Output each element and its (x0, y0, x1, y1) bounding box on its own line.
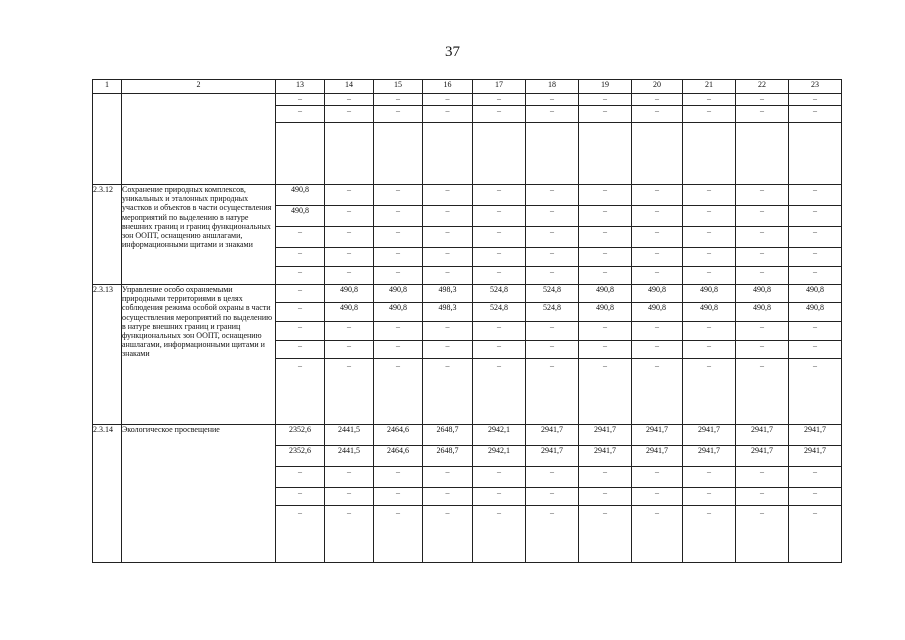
value-cell: – (298, 227, 302, 236)
value-cell: 2941,7 (646, 446, 668, 455)
value-cell: – (760, 94, 764, 103)
value-cell: – (298, 361, 302, 370)
column-header: 20 (632, 80, 683, 94)
value-cell: 2942,1 (488, 425, 510, 434)
value-cell: – (396, 322, 400, 331)
value-cell: – (298, 508, 302, 517)
value-cell: – (655, 94, 659, 103)
value-cell: – (707, 267, 711, 276)
value-cell: 490,8 (753, 285, 771, 294)
value-cell: 2941,7 (541, 425, 563, 434)
value-cell: – (603, 267, 607, 276)
value-cell: – (497, 488, 501, 497)
value-cell: – (445, 206, 450, 215)
value-cell: – (813, 206, 817, 215)
section-code: 2.3.12 (93, 185, 122, 285)
value-cell: – (707, 361, 711, 370)
value-cell: – (760, 267, 764, 276)
value-cell: – (497, 227, 501, 236)
column-header: 21 (683, 80, 736, 94)
value-cell: – (550, 185, 554, 194)
value-cell: – (550, 206, 554, 215)
value-cell: 490,8 (340, 285, 358, 294)
value-cell: – (655, 267, 659, 276)
value-cell: – (655, 227, 659, 236)
value-cell: – (396, 185, 400, 194)
value-cell: 490,8 (596, 285, 614, 294)
value-cell: – (445, 227, 450, 236)
value-cell: – (760, 467, 764, 476)
value-cell: 490,8 (700, 285, 718, 294)
section-code (93, 94, 122, 185)
value-cell: – (603, 206, 607, 215)
value-cell: – (298, 106, 302, 115)
value-cell: 2648,7 (436, 425, 459, 434)
value-cell: – (298, 285, 302, 294)
section-description (122, 94, 276, 185)
value-cell: 490,8 (291, 185, 309, 194)
value-cell: – (707, 106, 711, 115)
value-cell: – (396, 206, 400, 215)
column-header: 18 (526, 80, 579, 94)
column-header: 19 (579, 80, 632, 94)
value-cell: – (813, 341, 817, 350)
value-cell: – (655, 488, 659, 497)
value-cell: – (813, 508, 817, 517)
column-header: 23 (789, 80, 842, 94)
value-cell: 2941,7 (751, 446, 773, 455)
value-cell: 2941,7 (646, 425, 668, 434)
value-cell: – (298, 488, 302, 497)
value-cell: 490,8 (648, 303, 666, 312)
value-cell: – (760, 508, 764, 517)
value-cell: 524,8 (490, 303, 508, 312)
value-cell: – (655, 248, 659, 257)
value-cell: – (813, 248, 817, 257)
value-cell: 490,8 (700, 303, 718, 312)
value-cell: – (445, 467, 450, 476)
value-cell: – (655, 322, 659, 331)
value-cell: – (813, 467, 817, 476)
value-cell: – (396, 227, 400, 236)
value-cell: – (445, 248, 450, 257)
value-cell: – (298, 267, 302, 276)
value-cell: – (707, 508, 711, 517)
value-cell: – (813, 185, 817, 194)
value-cell: – (655, 185, 659, 194)
value-cell: – (550, 248, 554, 257)
value-cell: 490,8 (389, 285, 407, 294)
value-cell: – (655, 467, 659, 476)
value-cell: – (603, 106, 607, 115)
value-cell: – (813, 267, 817, 276)
value-cell: – (760, 227, 764, 236)
value-cell: – (445, 94, 450, 103)
value-cell: – (347, 106, 351, 115)
value-cell: 498,3 (438, 303, 457, 312)
value-cell: – (550, 322, 554, 331)
value-cell: – (347, 267, 351, 276)
value-cell: – (298, 94, 302, 103)
value-cell: – (497, 106, 501, 115)
value-cell: – (603, 185, 607, 194)
value-cell: – (707, 322, 711, 331)
value-cell: – (445, 322, 450, 331)
value-cell: – (707, 206, 711, 215)
value-cell: – (396, 508, 400, 517)
value-cell: – (603, 341, 607, 350)
value-cell: – (396, 488, 400, 497)
value-cell: – (497, 267, 501, 276)
column-header: 16 (423, 80, 473, 94)
value-cell: – (603, 248, 607, 257)
value-cell: – (396, 341, 400, 350)
value-cell: – (707, 227, 711, 236)
value-cell: 490,8 (340, 303, 358, 312)
value-cell: 2441,5 (338, 446, 360, 455)
value-cell: – (298, 248, 302, 257)
value-cell: – (813, 361, 817, 370)
value-cell: – (445, 488, 450, 497)
value-cell: – (497, 322, 501, 331)
value-cell: – (603, 508, 607, 517)
value-cell: – (396, 106, 400, 115)
value-cell: – (445, 267, 450, 276)
value-cell: – (445, 106, 450, 115)
value-cell: – (497, 508, 501, 517)
column-header: 17 (473, 80, 526, 94)
value-cell: – (298, 322, 302, 331)
column-header: 14 (325, 80, 374, 94)
value-cell: – (497, 361, 501, 370)
budget-table (92, 79, 842, 563)
value-cell: – (550, 106, 554, 115)
value-cell: – (347, 322, 351, 331)
value-cell: – (707, 488, 711, 497)
value-cell: – (655, 106, 659, 115)
value-cell: – (298, 303, 302, 312)
value-cell: 490,8 (291, 206, 309, 215)
value-cell: – (760, 185, 764, 194)
table-row (93, 185, 842, 206)
value-cell: – (813, 227, 817, 236)
value-cell: – (813, 94, 817, 103)
value-cell: – (347, 341, 351, 350)
value-cell: – (298, 341, 302, 350)
value-cell: – (550, 488, 554, 497)
value-cell: 2942,1 (488, 446, 510, 455)
value-cell: – (347, 94, 351, 103)
value-cell: – (497, 206, 501, 215)
value-cell: – (347, 248, 351, 257)
value-cell: – (603, 94, 607, 103)
column-header: 15 (374, 80, 423, 94)
value-cell: – (445, 341, 450, 350)
value-cell: 2464,6 (387, 425, 409, 434)
value-cell: – (603, 322, 607, 331)
value-cell: – (347, 185, 351, 194)
section-code: 2.3.13 (93, 285, 122, 425)
value-cell: – (396, 248, 400, 257)
value-cell: – (497, 185, 501, 194)
value-cell: – (347, 206, 351, 215)
value-cell: 490,8 (648, 285, 666, 294)
value-cell: – (550, 227, 554, 236)
value-cell: 524,8 (490, 285, 508, 294)
value-cell: – (445, 361, 450, 370)
value-cell: – (760, 361, 764, 370)
section-code: 2.3.14 (93, 425, 122, 563)
value-cell: 2941,7 (804, 425, 826, 434)
value-cell: – (396, 361, 400, 370)
value-cell: 2941,7 (698, 446, 720, 455)
value-cell: – (445, 508, 450, 517)
section-description: Сохранение природных комплексов, уникальных и эталонных природных участков и объектов в части осуществления мероприятий по выделению в натуре внешних границ и границ функциональных зон ООПТ, оснащению аншлагами, информационными щитами и знаками (122, 185, 276, 285)
value-cell: – (396, 94, 400, 103)
value-cell: – (813, 488, 817, 497)
value-cell: – (550, 508, 554, 517)
value-cell: 2941,7 (698, 425, 720, 434)
value-cell: 524,8 (543, 303, 561, 312)
value-cell: – (603, 488, 607, 497)
column-header: 22 (736, 80, 789, 94)
value-cell: – (497, 248, 501, 257)
table-row (93, 94, 842, 106)
value-cell: – (655, 361, 659, 370)
value-cell: – (760, 488, 764, 497)
value-cell: – (396, 467, 400, 476)
value-cell: 524,8 (543, 285, 561, 294)
value-cell: – (347, 467, 351, 476)
value-cell: – (813, 106, 817, 115)
value-cell: 2441,5 (338, 425, 360, 434)
value-cell: 490,8 (806, 303, 824, 312)
value-cell: – (813, 322, 817, 331)
value-cell: 2352,6 (289, 446, 311, 455)
value-cell: – (445, 185, 450, 194)
value-cell: 490,8 (806, 285, 824, 294)
value-cell: – (707, 185, 711, 194)
value-cell: 2648,7 (436, 446, 459, 455)
page-number: 37 (445, 44, 460, 60)
value-cell: – (497, 341, 501, 350)
value-cell: – (760, 206, 764, 215)
value-cell: – (347, 488, 351, 497)
value-cell: – (707, 248, 711, 257)
value-cell: – (298, 467, 302, 476)
value-cell: 2352,6 (289, 425, 311, 434)
value-cell: 490,8 (753, 303, 771, 312)
section-description: Экологическое просвещение (122, 425, 276, 563)
value-cell: – (550, 267, 554, 276)
value-cell: – (707, 341, 711, 350)
table-row (93, 425, 842, 446)
value-cell: – (603, 467, 607, 476)
column-header: 2 (122, 80, 276, 94)
table-row (93, 285, 842, 303)
value-cell: – (497, 467, 501, 476)
value-cell: 2941,7 (541, 446, 563, 455)
value-cell: – (550, 361, 554, 370)
value-cell: 490,8 (389, 303, 407, 312)
value-cell: – (550, 341, 554, 350)
value-cell: – (347, 227, 351, 236)
value-cell: 498,3 (438, 285, 457, 294)
value-cell: – (603, 227, 607, 236)
value-cell: – (655, 341, 659, 350)
value-cell: – (707, 467, 711, 476)
value-cell: 490,8 (596, 303, 614, 312)
value-cell: – (707, 94, 711, 103)
value-cell: – (347, 508, 351, 517)
value-cell: – (760, 322, 764, 331)
column-header: 1 (93, 80, 122, 94)
value-cell: – (655, 206, 659, 215)
value-cell: 2464,6 (387, 446, 409, 455)
value-cell: – (760, 248, 764, 257)
value-cell: – (760, 341, 764, 350)
section-description: Управление особо охраняемыми природными территориями в целях соблюдения режима особой охраны в части осуществления мероприятий по выделению в натуре внешних границ и границ функциональных зон ООПТ, оснащению аншлагами, информационными щитами и знаками (122, 285, 276, 425)
value-cell: – (603, 361, 607, 370)
value-cell: – (550, 467, 554, 476)
value-cell: – (550, 94, 554, 103)
value-cell: 2941,7 (594, 446, 616, 455)
value-cell: 2941,7 (594, 425, 616, 434)
value-cell: 2941,7 (751, 425, 773, 434)
value-cell: – (347, 361, 351, 370)
value-cell: – (655, 508, 659, 517)
column-header: 13 (276, 80, 325, 94)
value-cell: – (396, 267, 400, 276)
value-cell: 2941,7 (804, 446, 826, 455)
value-cell: – (760, 106, 764, 115)
header-row (93, 80, 842, 94)
value-cell: – (497, 94, 501, 103)
